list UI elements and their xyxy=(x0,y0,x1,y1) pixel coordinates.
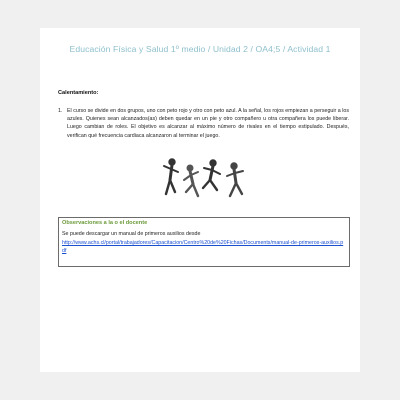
runner-figure xyxy=(203,160,220,190)
observations-box xyxy=(58,217,350,267)
activity-number: 1. xyxy=(58,108,63,114)
observations-text: Se puede descargar un manual de primeros auxilios desde xyxy=(62,231,201,237)
runner-figure xyxy=(184,165,198,196)
activity-description: El curso se divide en dos grupos, uno con peto rojo y otro con peto azul. A la señal, los rojos empiezan a perseguir a los azules. Quienes sean alcanzados(as) deben quedar en un pie y otro compañero u otra compañera los puede liberar. Luego cambian de roles. El objetivo es alcanzar al máximo número de rivales en el tiempo estipulado. Después, verifican qué frecuencia cardiaca alcanzaron al terminar el juego. xyxy=(67,108,349,139)
first-aid-manual-link[interactable]: http://www.achs.cl/portal/trabajadores/Capacitacion/Centro%20de%20Fichas/Documents/manual-de-primeros-auxilios.pdf xyxy=(62,240,344,255)
runner-figure xyxy=(227,163,243,196)
section-title: Calentamiento: xyxy=(58,90,99,96)
document-page xyxy=(40,28,360,372)
runner-figure xyxy=(164,159,178,194)
running-children-icon xyxy=(160,154,250,210)
page-header-title: Educación Física y Salud 1º medio / Unidad 2 / OA4;5 / Actividad 1 xyxy=(69,44,331,54)
observations-title: Observaciones a la o el docente xyxy=(62,220,148,226)
